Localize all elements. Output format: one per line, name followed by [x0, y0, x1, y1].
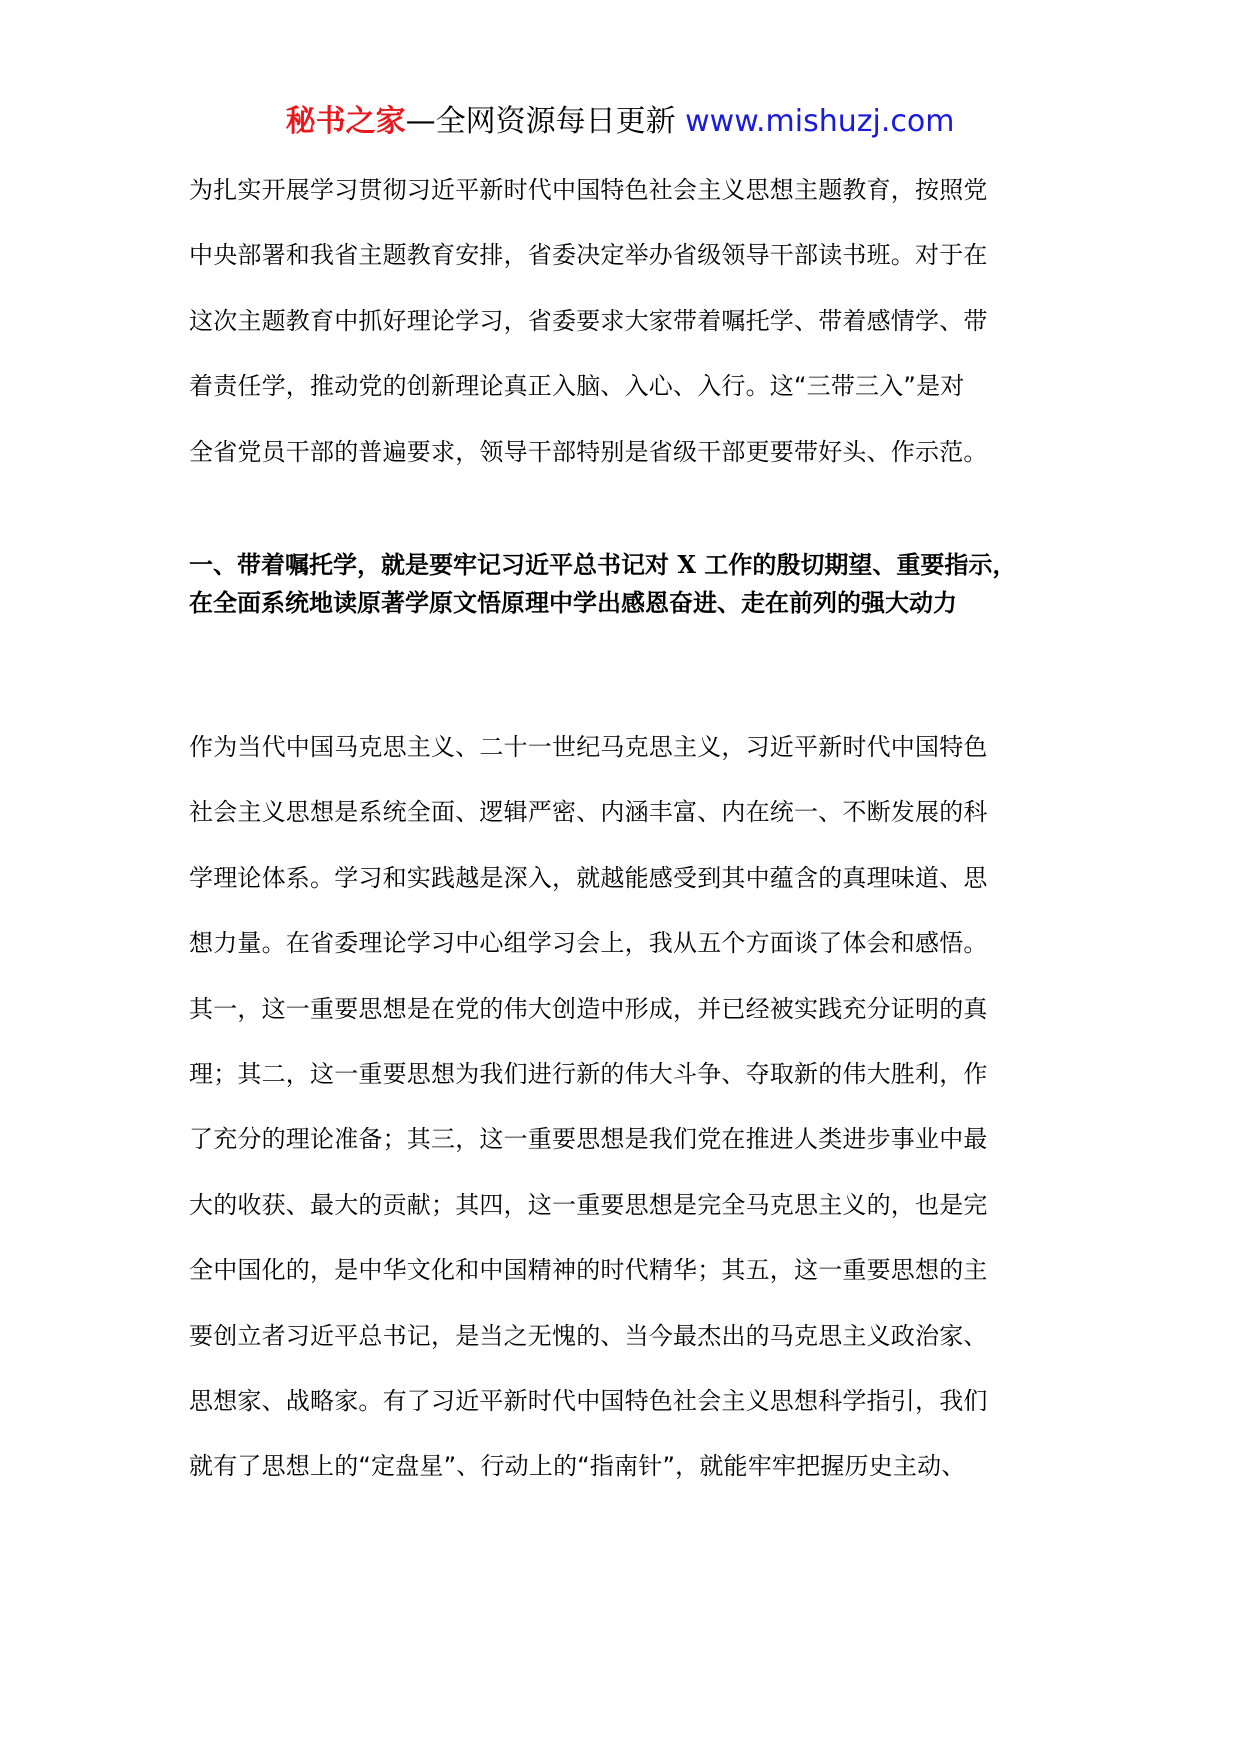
paragraph-line: 想力量。在省委理论学习中心组学习会上，我从五个方面谈了体会和感悟。 — [189, 929, 988, 958]
paragraph-line: 作为当代中国马克思主义、二十一世纪马克思主义，习近平新时代中国特色 — [189, 733, 988, 761]
paragraph-line: 全中国化的，是中华文化和中国精神的时代精华；其五，这一重要思想的主 — [189, 1256, 988, 1285]
paragraph-line: 理；其二，这一重要思想为我们进行新的伟大斗争、夺取新的伟大胜利，作 — [189, 1060, 988, 1089]
paragraph-line: 思想家、战略家。有了习近平新时代中国特色社会主义思想科学指引，我们 — [189, 1387, 988, 1416]
section-body-paragraph — [189, 715, 1069, 1500]
paragraph-line: 为扎实开展学习贯彻习近平新时代中国特色社会主义思想主题教育，按照党 — [189, 176, 988, 204]
section-heading — [189, 546, 1079, 622]
paragraph-line: 社会主义思想是系统全面、逻辑严密、内涵丰富、内在统一、不断发展的科 — [189, 798, 988, 827]
header-brand: 秘书之家 — [285, 104, 406, 139]
paragraph-line: 就有了思想上的“定盘星”、行动上的“指南针”，就能牢牢把握历史主动、 — [189, 1452, 966, 1481]
paragraph-line: 学理论体系。学习和实践越是深入，就越能感受到其中蕴含的真理味道、思 — [189, 863, 988, 892]
page-header — [0, 100, 1240, 144]
paragraph-line: 全省党员干部的普遍要求，领导干部特别是省级干部更要带好头、作示范。 — [189, 437, 988, 466]
paragraph-line: 要创立者习近平总书记，是当之无愧的、当今最杰出的马克思主义政治家、 — [189, 1321, 988, 1350]
heading-line: 一、带着嘱托学，就是要牢记习近平总书记对 X 工作的殷切期望、重要指示， — [189, 550, 1017, 579]
header-slogan: —全网资源每日更新 — [405, 104, 686, 139]
paragraph-line: 中央部署和我省主题教育安排，省委决定举办省级领导干部读书班。对于在 — [189, 241, 988, 270]
header-url-link[interactable]: www.mishuzj.com — [685, 104, 955, 139]
heading-line: 在全面系统地读原著学原文悟原理中学出感恩奋进、走在前列的强大动力 — [189, 588, 957, 617]
paragraph-line: 着责任学，推动党的创新理论真正入脑、入心、入行。这“三带三入”是对 — [189, 372, 965, 401]
paragraph-line: 其一，这一重要思想是在党的伟大创造中形成，并已经被实践充分证明的真 — [189, 994, 988, 1023]
intro-paragraph — [189, 158, 1069, 485]
paragraph-line: 这次主题教育中抓好理论学习，省委要求大家带着嘱托学、带着感情学、带 — [189, 306, 988, 335]
paragraph-line: 了充分的理论准备；其三，这一重要思想是我们党在推进人类进步事业中最 — [189, 1125, 988, 1154]
paragraph-line: 大的收获、最大的贡献；其四，这一重要思想是完全马克思主义的，也是完 — [189, 1190, 988, 1219]
